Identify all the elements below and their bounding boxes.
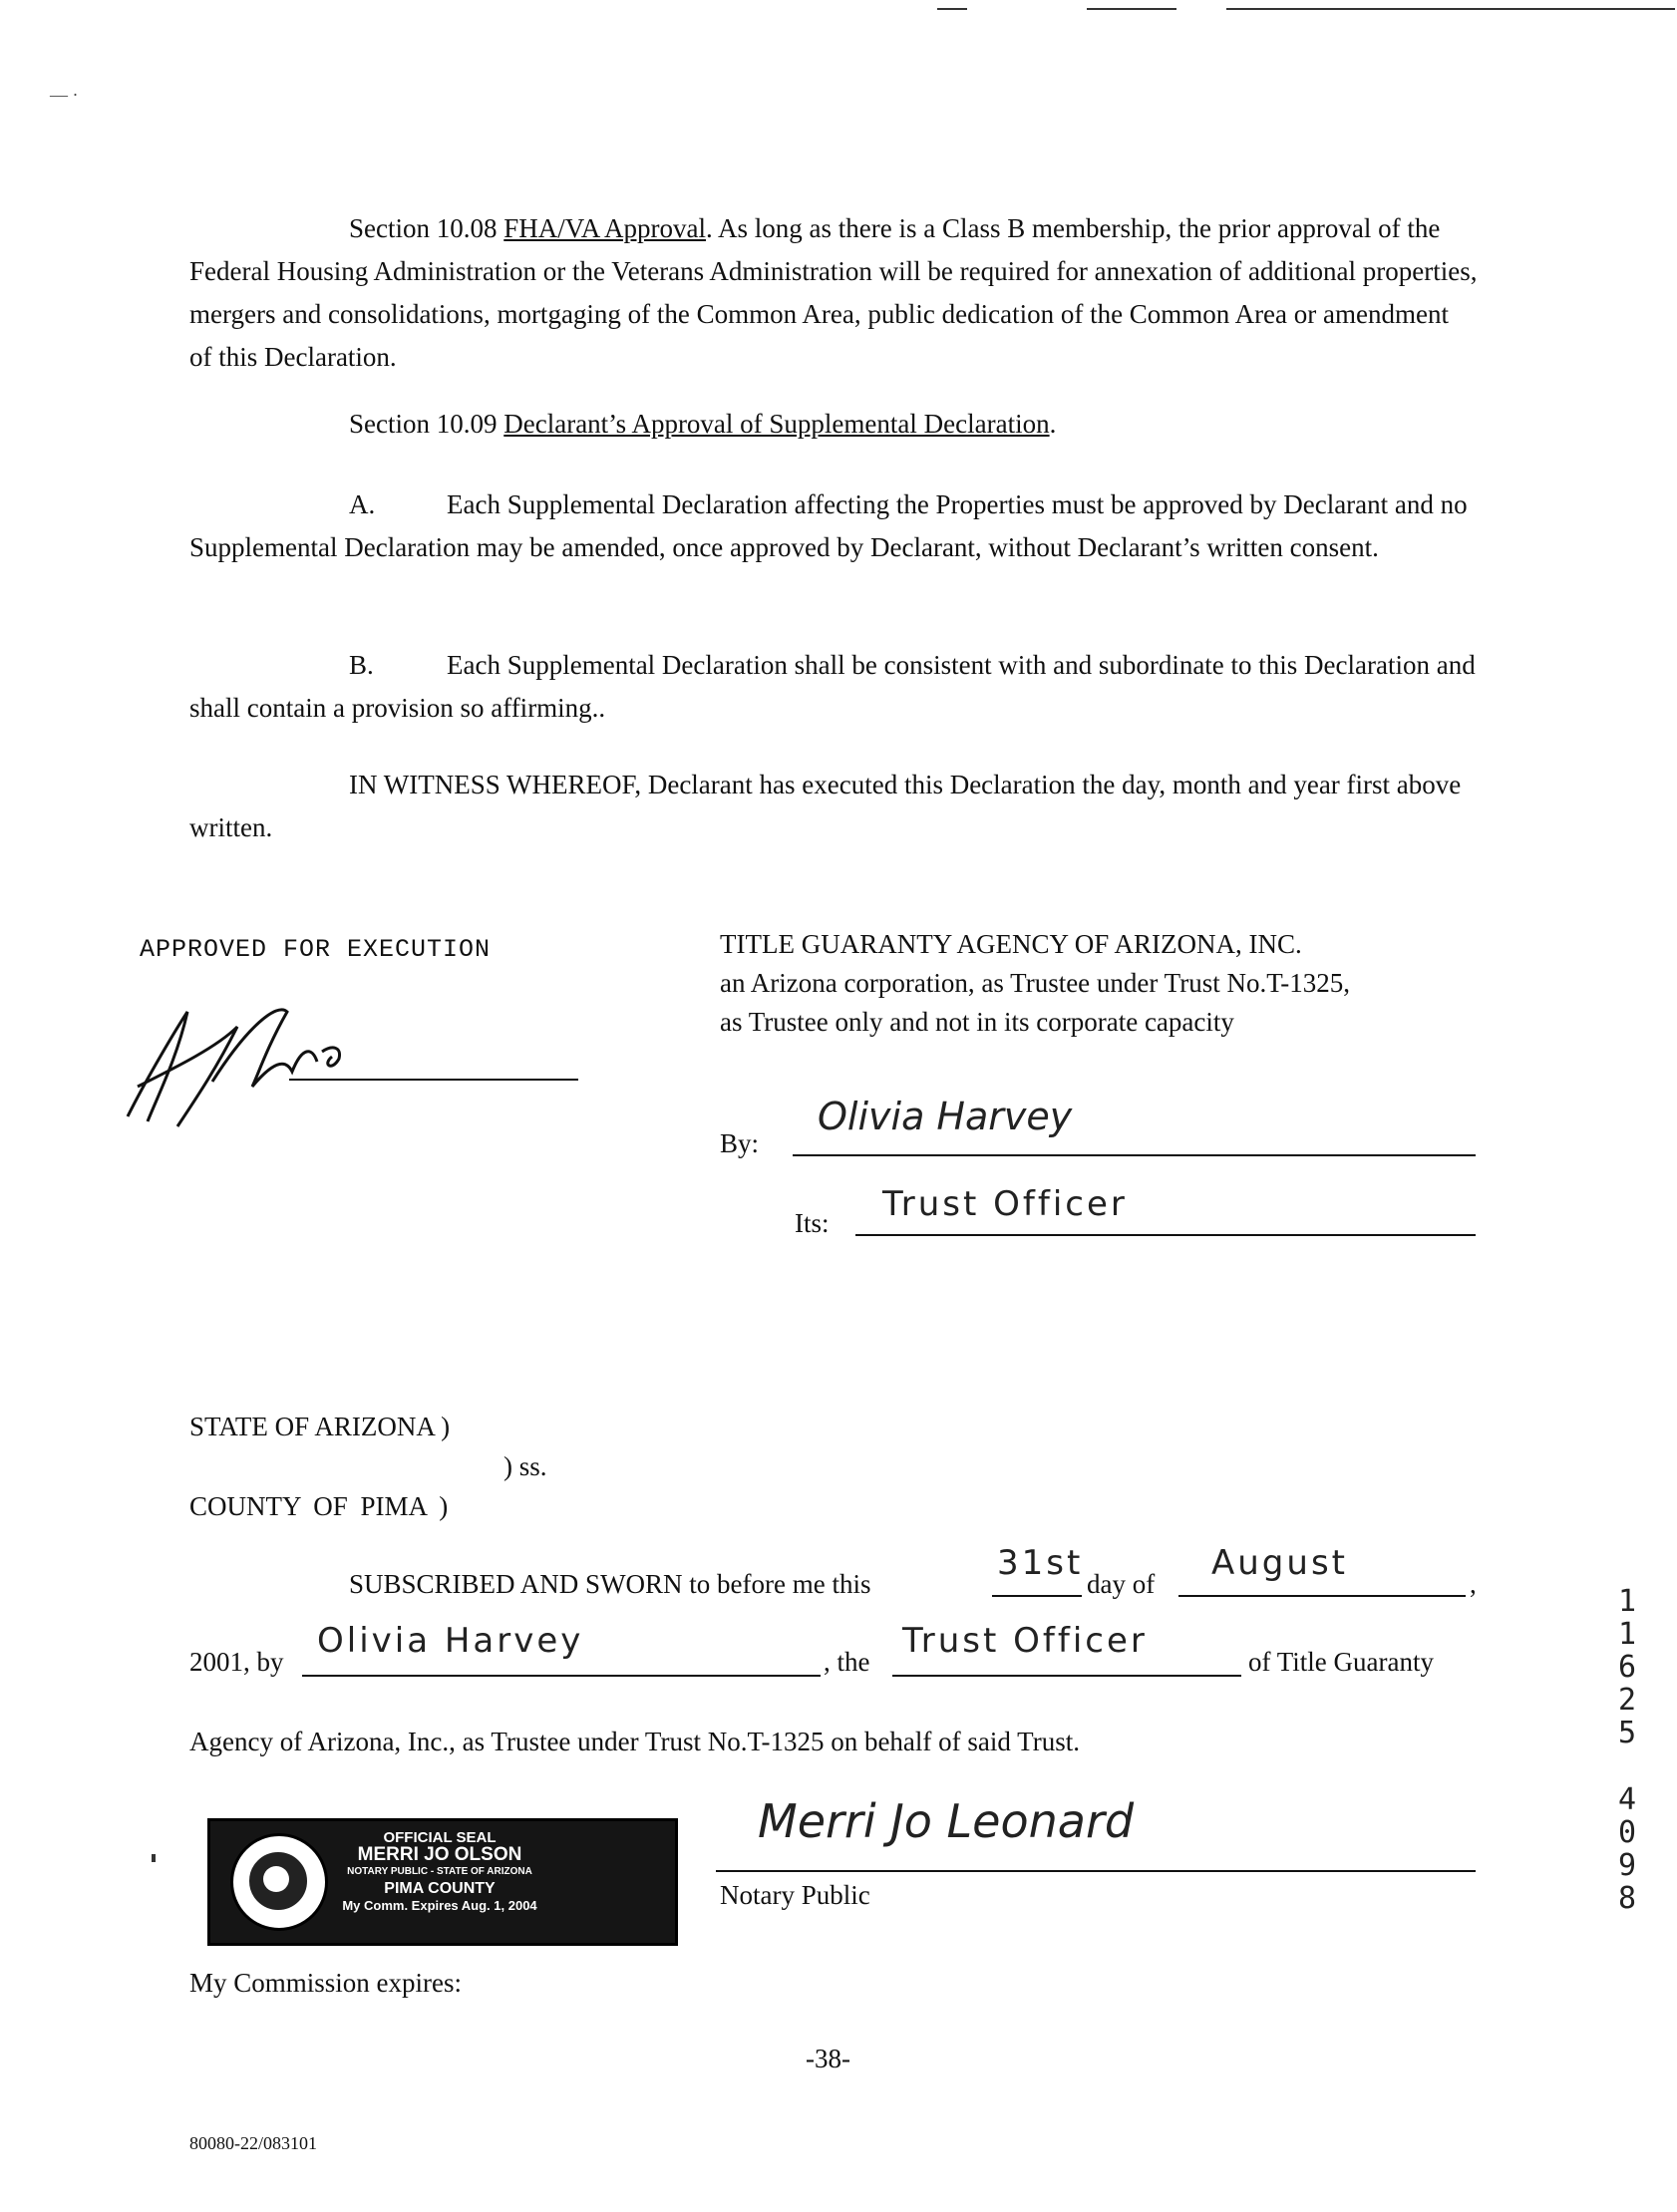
section-number: Section 10.08 bbox=[349, 213, 498, 243]
ss-line: ) ss. bbox=[503, 1451, 547, 1481]
stamp-digit: 6 bbox=[1617, 1650, 1637, 1685]
top-edge-lines bbox=[937, 8, 1675, 12]
section-10-08 bbox=[189, 207, 1478, 379]
notary-public-label: Notary Public bbox=[720, 1880, 870, 1910]
day-line bbox=[992, 1595, 1082, 1597]
stamp-digit: 2 bbox=[1617, 1683, 1637, 1718]
county-line: COUNTY OF PIMA ) bbox=[189, 1491, 449, 1521]
year-by-label: 2001, by bbox=[189, 1647, 284, 1677]
stamp-digit: 1 bbox=[1617, 1584, 1637, 1619]
section-body: . As long as there is a Class B membership, the prior approval of the Federal Housing Administration or the Veterans Administration will be required for annexation of additional properties, mergers and consolidations, mortgaging of the Common Area, public dedication of the Common Area or amendment of this Declaration. bbox=[189, 213, 1478, 372]
name-line bbox=[302, 1675, 821, 1677]
paragraph-label: A. bbox=[349, 489, 376, 519]
paragraph-a bbox=[189, 483, 1478, 569]
trustee-capacity: as Trustee only and not in its corporate capacity bbox=[720, 1007, 1234, 1037]
section-title-end: . bbox=[1049, 409, 1057, 439]
month-line bbox=[1178, 1595, 1466, 1597]
its-line bbox=[855, 1234, 1476, 1236]
arizona-seal-icon bbox=[230, 1833, 328, 1931]
section-number: Section 10.09 bbox=[349, 409, 498, 439]
of-company-label: of Title Guaranty bbox=[1248, 1647, 1434, 1677]
by-signature-line bbox=[793, 1154, 1476, 1156]
stamp-digit: 9 bbox=[1617, 1848, 1637, 1883]
trustee-description: an Arizona corporation, as Trustee under Trust No.T-1325, bbox=[720, 968, 1350, 998]
the-label: , the bbox=[824, 1647, 870, 1677]
section-title: FHA/VA Approval bbox=[503, 213, 707, 243]
approval-signature bbox=[118, 987, 447, 1136]
witness-clause: IN WITNESS WHEREOF, Declarant has executed this Declaration the day, month and year first above written. bbox=[189, 770, 1462, 842]
day-of-label: day of bbox=[1087, 1569, 1156, 1599]
seal-line-3: NOTARY PUBLIC - STATE OF ARIZONA bbox=[347, 1866, 532, 1877]
paragraph-label: B. bbox=[349, 650, 374, 680]
section-title: Declarant’s Approval of Supplemental Declaration bbox=[503, 409, 1050, 439]
month-comma: , bbox=[1470, 1569, 1477, 1599]
approval-signature-icon bbox=[118, 987, 447, 1136]
agency-line: Agency of Arizona, Inc., as Trustee under Trust No.T-1325 on behalf of said Trust. bbox=[189, 1727, 1080, 1756]
seal-line-4: PIMA COUNTY bbox=[384, 1880, 496, 1897]
seal-text bbox=[320, 1829, 559, 1914]
state-line: STATE OF ARIZONA ) bbox=[189, 1412, 451, 1441]
scan-dot bbox=[152, 1854, 156, 1862]
name-value: Olivia Harvey bbox=[317, 1621, 584, 1661]
stamp-digit: 1 bbox=[1617, 1617, 1637, 1652]
approved-label: APPROVED FOR EXECUTION bbox=[140, 935, 492, 964]
seal-line-2: MERRI JO OLSON bbox=[357, 1844, 522, 1865]
title-value: Trust Officer bbox=[902, 1621, 1148, 1661]
seal-line-5: My Comm. Expires Aug. 1, 2004 bbox=[342, 1898, 537, 1913]
notary-signature-line bbox=[716, 1870, 1476, 1872]
paragraph-b bbox=[189, 644, 1478, 730]
subscribed-prefix: SUBSCRIBED AND SWORN to before me this bbox=[349, 1569, 871, 1599]
page-number: -38- bbox=[806, 2044, 850, 2073]
corner-marks: — · bbox=[50, 85, 79, 105]
stamp-digit: 0 bbox=[1617, 1815, 1637, 1850]
stamp-digit: 4 bbox=[1617, 1782, 1637, 1817]
footer-code: 80080-22/083101 bbox=[189, 2133, 317, 2153]
paragraph-text: Each Supplemental Declaration affecting the Properties must be approved by Declarant and no Supplemental Declaration may be amended, once approved by Declarant, without Declarant’s written consent. bbox=[189, 489, 1468, 562]
day-value: 31st bbox=[997, 1543, 1084, 1583]
by-signature: Olivia Harvey bbox=[818, 1095, 1073, 1138]
approval-signature-line bbox=[289, 1079, 578, 1081]
trustee-name: TITLE GUARANTY AGENCY OF ARIZONA, INC. bbox=[720, 929, 1302, 959]
paragraph-text: Each Supplemental Declaration shall be consistent with and subordinate to this Declaration and shall contain a provision so affirming.. bbox=[189, 650, 1476, 723]
its-label: Its: bbox=[795, 1208, 830, 1238]
section-10-09 bbox=[349, 403, 1476, 446]
its-value: Trust Officer bbox=[882, 1184, 1128, 1224]
month-value: August bbox=[1211, 1543, 1348, 1583]
recording-stamp bbox=[1607, 1585, 1647, 1915]
stamp-digit: 8 bbox=[1617, 1881, 1637, 1916]
notary-signature: Merri Jo Leonard bbox=[758, 1794, 1135, 1848]
stamp-digit: 5 bbox=[1617, 1716, 1637, 1750]
commission-label: My Commission expires: bbox=[189, 1968, 463, 1998]
notary-seal bbox=[207, 1818, 678, 1946]
seal-line-1: OFFICIAL SEAL bbox=[383, 1829, 497, 1846]
title-line bbox=[892, 1675, 1241, 1677]
by-label: By: bbox=[720, 1128, 760, 1158]
